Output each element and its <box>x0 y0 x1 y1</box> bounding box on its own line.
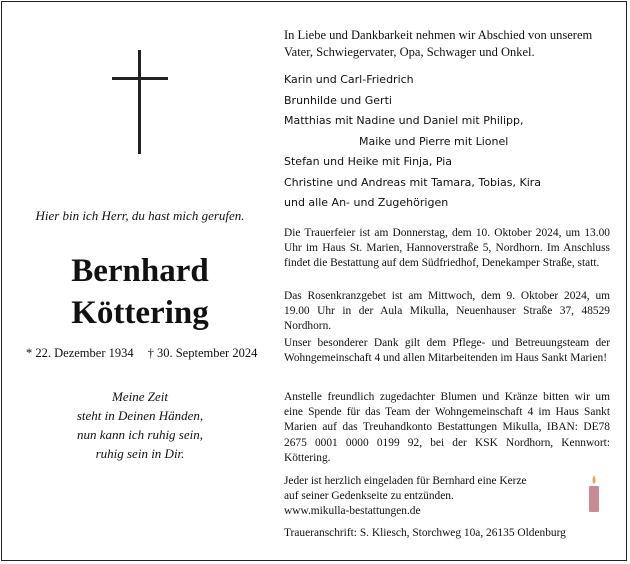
deceased-first-name: Bernhard <box>71 253 209 289</box>
memorial-candle-note <box>284 474 574 520</box>
candle-body <box>589 486 599 512</box>
intro-text: In Liebe und Dankbarkeit nehmen wir Abschied von unserem Vater, Schwiegervater, Opa, Schwager und Onkel. <box>284 28 593 59</box>
mourner-line: Stefan und Heike mit Finja, Pia <box>284 155 453 168</box>
candle-note-line: auf seiner Gedenkseite zu entzünden. <box>284 490 454 503</box>
mourner-line: Christine und Andreas mit Tamara, Tobias, Kira <box>284 175 542 189</box>
funeral-info: Die Trauerfeier ist am Donnerstag, dem 10. Oktober 2024, um 13.00 Uhr im Haus St. Marien, Hannoverstraße 5, Nordhorn. Im Anschluss findet die Bestattung auf dem Südfriedhof, Denekamper Straße, statt. <box>284 227 610 270</box>
mourner-line: Matthias mit Nadine und Daniel mit Philipp, <box>284 114 524 127</box>
mourner-line: Maike und Pierre mit Lionel <box>359 134 509 148</box>
donation-text: Anstelle freundlich zugedachter Blumen und Kränze bitten wir um eine Spende für das Team der Wohngemeinschaft 4 im Haus Sankt Marien auf das Treuhandkonto Bestattungen Mikulla, IBAN: DE78 2675 0001 0000 0199 92, bei der KSK Nordhorn, Kennwort: Köttering. <box>284 391 610 464</box>
candle-icon <box>586 473 602 513</box>
mourning-address: Traueranschrift: S. Kliesch, Storchweg 10a, 26135 Oldenburg <box>284 527 566 539</box>
cross-icon <box>112 50 168 154</box>
mourner-line: und alle An- und Zugehörigen <box>284 196 449 209</box>
deceased-last-name: Köttering <box>71 295 209 331</box>
left-column <box>0 0 280 564</box>
verse-line: ruhig sein in Dir. <box>95 446 185 461</box>
verse-line: Meine Zeit <box>112 389 168 404</box>
birth-date: * 22. Dezember 1934 <box>26 346 134 360</box>
life-dates <box>26 346 257 361</box>
verse-top: Hier bin ich Herr, du hast mich gerufen. <box>35 208 245 223</box>
mourner-line: Brunhilde und Gerti <box>284 93 392 107</box>
mourner-line: Karin und Carl-Friedrich <box>284 73 414 86</box>
death-date: † 30. September 2024 <box>147 346 258 360</box>
website-link[interactable]: www.mikulla-bestattungen.de <box>284 505 421 518</box>
verse-bottom <box>0 387 280 463</box>
candle-note-line: Jeder ist herzlich eingeladen für Bernhard eine Kerze <box>284 475 527 487</box>
rosary-info: Das Rosenkranzgebet ist am Mittwoch, dem 9. Oktober 2024, um 19.00 Uhr in der Aula Mikulla, Neuenhauser Straße 37, 48529 Nordhorn. <box>284 290 610 333</box>
verse-line: steht in Deinen Händen, <box>76 408 204 423</box>
mourners-list <box>284 70 541 214</box>
verse-line: nun kann ich ruhig sein, <box>76 427 203 442</box>
thanks-text: Unser besonderer Dank gilt dem Pflege- und Betreuungsteam der Wohngemeinschaft 4 und allen Mitarbeitenden im Haus Sankt Marien! <box>284 337 610 365</box>
